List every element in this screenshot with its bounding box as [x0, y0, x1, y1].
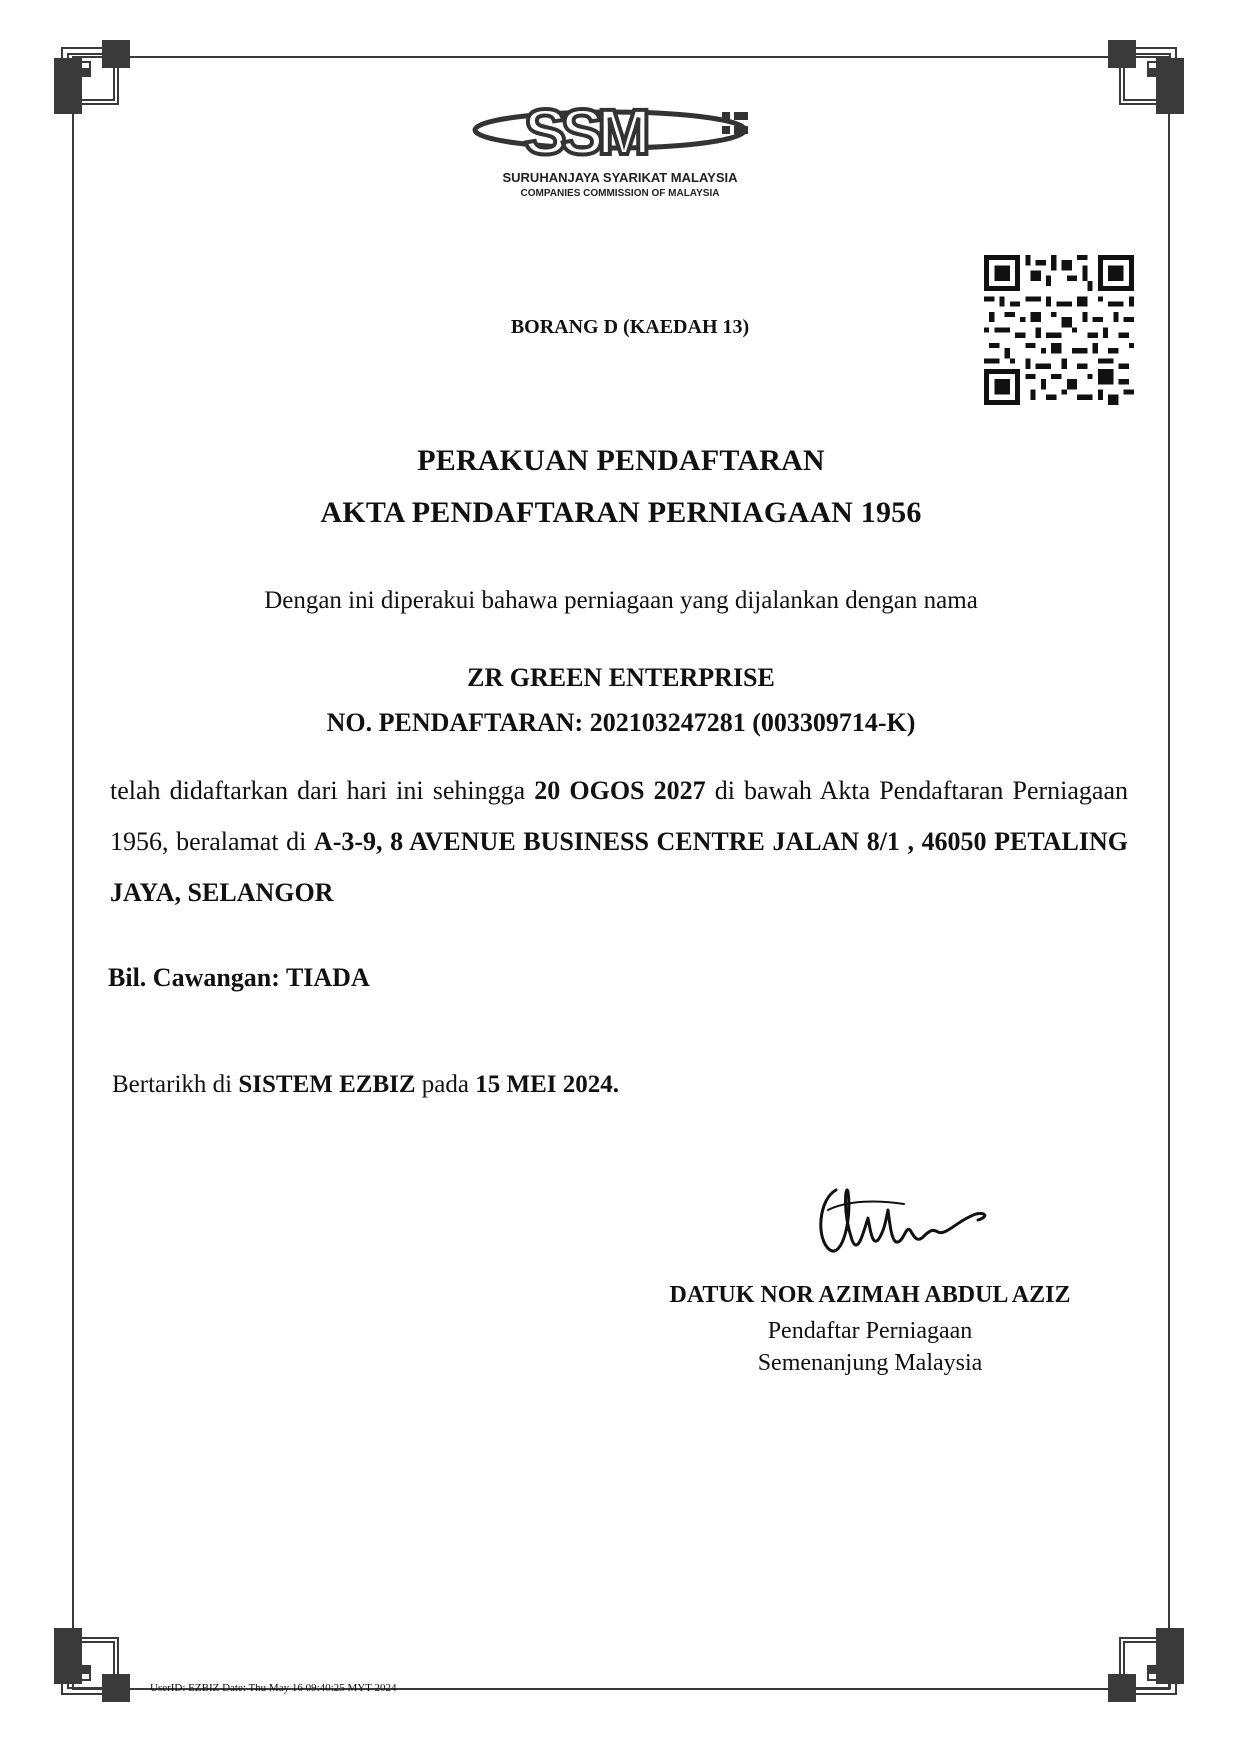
- qr-code-icon: [984, 255, 1134, 405]
- intro-text: Dengan ini diperakui bahawa perniagaan yang dijalankan dengan nama: [264, 587, 978, 614]
- expiry-date: 20 OGOS 2027: [534, 776, 706, 805]
- form-code: BORANG D (KAEDAH 13): [510, 316, 750, 338]
- corner-ornament-icon: [54, 1606, 150, 1702]
- signatory-region: Semenanjung Malaysia: [757, 1350, 983, 1376]
- handwritten-signature: [808, 1170, 998, 1270]
- business-name: ZR GREEN ENTERPRISE: [467, 663, 775, 692]
- body-text: telah didaftarkan dari hari ini sehingga: [110, 776, 535, 805]
- dated-prefix: Bertarikh di: [112, 1071, 239, 1098]
- certificate-title: PERAKUAN PENDAFTARAN: [417, 444, 825, 477]
- certificate-subtitle: AKTA PENDAFTARAN PERNIAGAAN 1956: [320, 496, 922, 529]
- issuing-system: SISTEM EZBIZ: [238, 1071, 416, 1098]
- registration-body: [110, 765, 1128, 918]
- ssm-logo-icon: [460, 92, 780, 202]
- signatory-role: Pendaftar Perniagaan: [767, 1318, 973, 1344]
- business-address: A-3-9, 8 AVENUE BUSINESS CENTRE JALAN 8/1 , 46050 PETALING JAYA, SELANGOR: [110, 827, 1128, 907]
- logo-org-malay: SURUHANJAYA SYARIKAT MALAYSIA: [502, 170, 738, 185]
- dated-line: [112, 1071, 619, 1099]
- corner-ornament-icon: [1088, 40, 1184, 136]
- issue-date: 15 MEI 2024.: [475, 1071, 619, 1098]
- dated-middle: pada: [415, 1071, 476, 1098]
- branch-count: Bil. Cawangan: TIADA: [108, 963, 370, 992]
- corner-ornament-icon: [54, 40, 150, 136]
- signatory-name: DATUK NOR AZIMAH ABDUL AZIZ: [669, 1282, 1071, 1308]
- footer-user-stamp: UserID: EZBIZ Date: Thu May 16 09:40:25 MYT 2024: [150, 1682, 397, 1694]
- logo-org-english: COMPANIES COMMISSION OF MALAYSIA: [520, 188, 720, 199]
- body-text: di bawah Akta Pendaftaran Perniagaan 1956, beralamat di: [110, 776, 1128, 856]
- logo-mark: SSM: [524, 96, 645, 168]
- registration-number: NO. PENDAFTARAN: 202103247281 (003309714-K): [326, 708, 916, 737]
- corner-ornament-icon: [1088, 1606, 1184, 1702]
